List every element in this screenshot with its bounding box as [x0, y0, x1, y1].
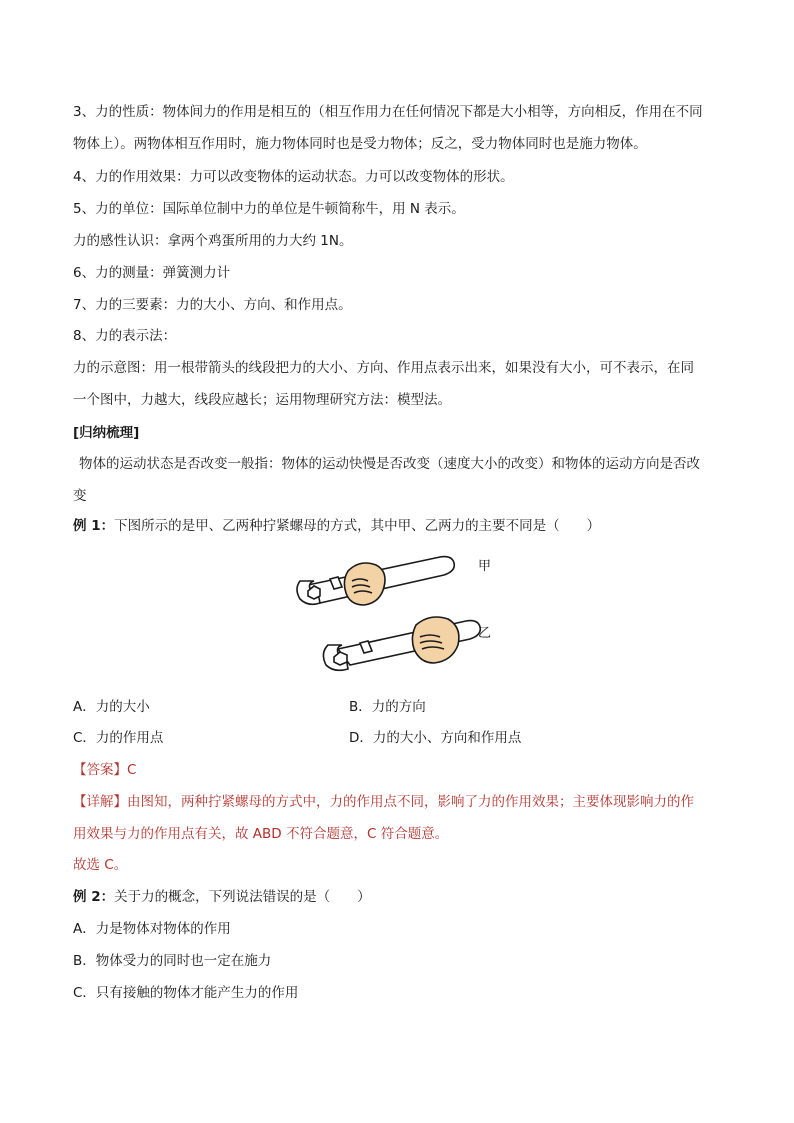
- example1-label: 例 1：: [73, 518, 115, 534]
- example2-label: 例 2：: [73, 889, 115, 905]
- example1-option-a[interactable]: A．力的大小: [73, 699, 150, 715]
- example1-answer: [73, 760, 733, 780]
- text-line: 4、力的作用效果：力可以改变物体的运动状态。力可以改变物体的形状。: [73, 169, 514, 185]
- text-line: 5、力的单位：国际单位制中力的单位是牛顿简称牛，用 N 表示。: [73, 201, 465, 217]
- text-line: 一个图中，力越大，线段应越长；运用物理研究方法：模型法。: [73, 392, 451, 408]
- example2-option-a[interactable]: A．力是物体对物体的作用: [73, 921, 231, 937]
- example1-conclusion: 故选 C。: [73, 857, 128, 873]
- detail-text: 由图知，两种拧紧螺母的方式中，力的作用点不同，影响了力的作用效果；主要体现影响力的作: [127, 794, 694, 810]
- example2-option-b[interactable]: B．物体受力的同时也一定在施力: [73, 953, 272, 969]
- text-line: 7、力的三要素：力的大小、方向、和作用点。: [73, 297, 352, 313]
- answer-label: 【答案】: [73, 762, 127, 778]
- example2-question: [73, 887, 733, 907]
- example1-detail: [73, 792, 733, 812]
- detail-label: 【详解】: [73, 794, 127, 810]
- wrench-with-hand-icon: [290, 545, 510, 695]
- example1-question: [73, 516, 733, 536]
- figure-label-top: 甲: [478, 559, 492, 574]
- text-line: 力的感性认识：拿两个鸡蛋所用的力大约 1N。: [73, 233, 353, 249]
- answer-value: C: [127, 762, 137, 778]
- summary-text: 物体的运动状态是否改变一般指：物体的运动快慢是否改变（速度大小的改变）和物体的运动方向是否改: [79, 456, 700, 472]
- figure-label-bottom: 乙: [478, 626, 492, 641]
- example2-option-c[interactable]: C．只有接触的物体才能产生力的作用: [73, 985, 299, 1001]
- example2-question-text: 关于力的概念，下列说法错误的是（ ）: [114, 889, 371, 905]
- example1-detail-cont: 用效果与力的作用点有关，故 ABD 不符合题意，C 符合题意。: [73, 826, 449, 842]
- wrench-figure: [290, 545, 510, 695]
- summary-text: 变: [73, 488, 87, 504]
- example1-option-d[interactable]: D．力的大小、方向和作用点: [349, 730, 522, 746]
- bottom-hand: [412, 617, 458, 663]
- example1-option-b[interactable]: B．力的方向: [349, 699, 426, 715]
- top-hand: [344, 563, 385, 605]
- text-line: 力的示意图：用一根带箭头的线段把力的大小、方向、作用点表示出来，如果没有大小，可不表示，在同: [73, 360, 694, 376]
- summary-heading: [归纳梳理]: [73, 425, 140, 441]
- example1-option-c[interactable]: C．力的作用点: [73, 730, 164, 746]
- text-line: 3、力的性质：物体间力的作用是相互的（相互作用力在任何情况下都是大小相等，方向相反，作用在不同: [73, 104, 703, 120]
- text-line: 物体上）。两物体相互作用时，施力物体同时也是受力物体；反之，受力物体同时也是施力物体。: [73, 136, 647, 152]
- text-line: 6、力的测量：弹簧测力计: [73, 265, 231, 281]
- text-line: 8、力的表示法：: [73, 328, 177, 344]
- example1-question-text: 下图所示的是甲、乙两种拧紧螺母的方式，其中甲、乙两力的主要不同是（ ）: [114, 518, 601, 534]
